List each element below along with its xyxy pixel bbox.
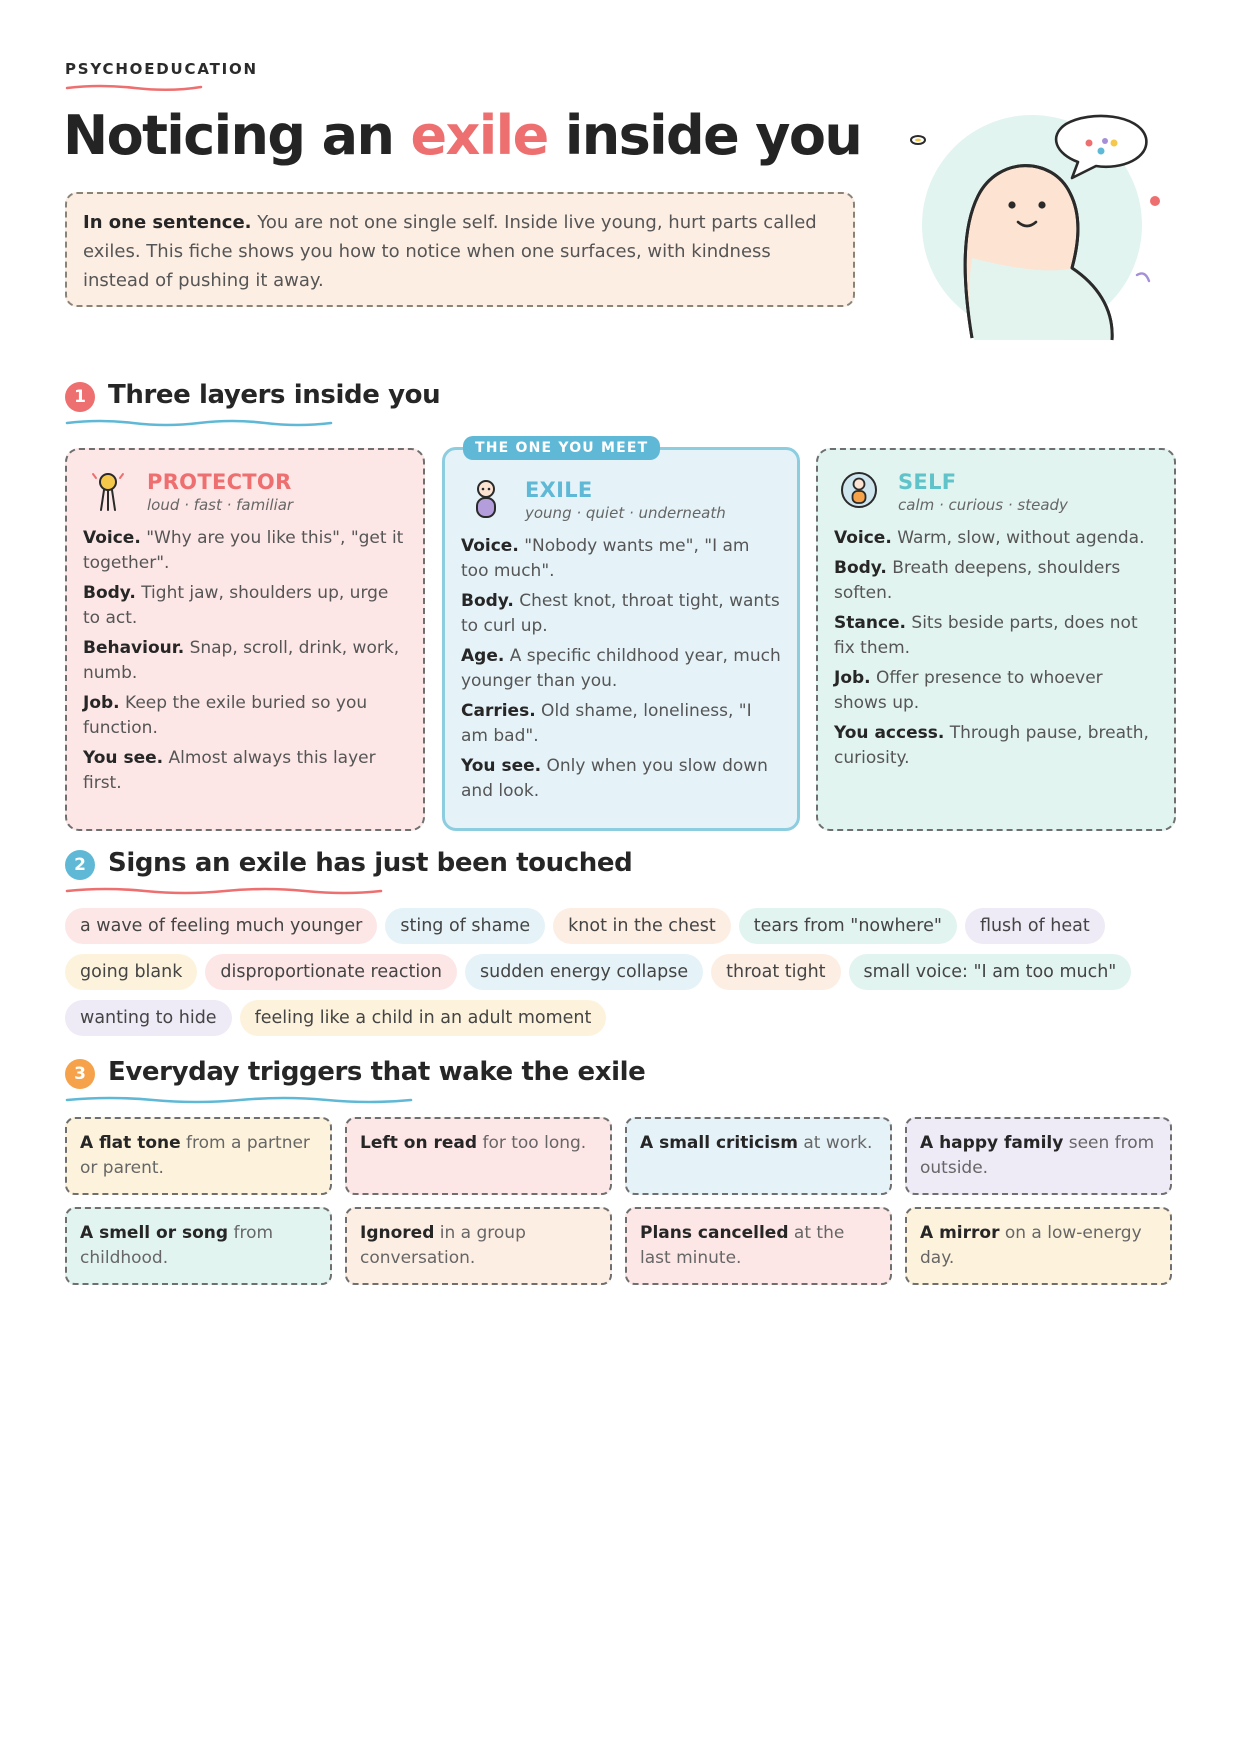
trigger-key-phrase: A flat tone [80,1133,181,1153]
trigger-key-phrase: Ignored [360,1223,435,1243]
sign-chip: going blank [65,954,197,990]
trigger-detail: on a low-energy day. [920,1223,1142,1268]
section-title: Signs an exile has just been touched [108,848,633,878]
hero-illustration [900,108,1180,348]
layer-row: Voice. "Nobody wants me", "I am too much". [461,536,750,581]
section-underline [65,418,335,428]
trigger-key-phrase: Left on read [360,1133,478,1153]
trigger-detail: at the last minute. [640,1223,845,1268]
summary-text: You are not one single self. Inside live young, hurt parts called exiles. This fiche shows you how to notice when one surfaces, with kindness instead of pushing it away. [83,212,817,291]
small-child-icon [467,476,505,520]
trigger-key-phrase: A mirror [920,1223,1000,1243]
layer-row: Age. A specific childhood year, much younger than you. [461,646,781,691]
layer-row: Stance. Sits beside parts, does not fix them. [834,613,1138,658]
antenna-figure-icon [89,468,127,512]
eyebrow-underline [65,82,205,92]
section-number: 3 [65,1059,95,1089]
layer-row: You see. Almost always this layer first. [83,748,376,793]
sign-chip: feeling like a child in an adult moment [240,1000,607,1036]
layer-row: Job. Offer presence to whoever shows up. [834,668,1103,713]
layer-name: EXILE [525,478,593,502]
sign-chip: sting of shame [385,908,545,944]
focus-badge: THE ONE YOU MEET [463,436,660,460]
trigger-detail: at work. [797,1133,873,1153]
signs-chip-list [65,908,1185,1046]
card-header [83,468,407,520]
sign-chip: throat tight [711,954,840,990]
layer-row: Body. Chest knot, throat tight, wants to curl up. [461,591,780,636]
trigger-detail: seen from outside. [920,1133,1155,1178]
layer-row: Carries. Old shame, loneliness, "I am bad". [461,701,752,746]
title-accent: exile [410,104,548,167]
sign-chip: disproportionate reaction [205,954,457,990]
trigger-key-phrase: A small criticism [640,1133,798,1153]
section-number: 1 [65,382,95,412]
layer-row: Voice. "Why are you like this", "get it together". [83,528,404,573]
layer-card-exile [442,440,800,831]
layer-row: Behaviour. Snap, scroll, drink, work, numb. [83,638,400,683]
trigger-detail: from a partner or parent. [80,1133,310,1178]
eyebrow-label: PSYCHOEDUCATION [65,60,258,78]
layer-row: You access. Through pause, breath, curiosity. [834,723,1149,768]
sign-chip: small voice: "I am too much" [849,954,1132,990]
trigger-detail: in a group conversation. [360,1223,526,1268]
section-title: Three layers inside you [108,380,441,410]
trigger-key-phrase: A happy family [920,1133,1064,1153]
sign-chip: wanting to hide [65,1000,232,1036]
section-underline [65,1095,415,1105]
trigger-card [345,1207,612,1285]
sign-chip: tears from "nowhere" [739,908,957,944]
sign-chip: knot in the chest [553,908,731,944]
layer-name: PROTECTOR [147,470,292,494]
card-header [461,476,781,528]
title-end: inside you [547,104,862,167]
layer-card-self [816,448,1176,831]
trigger-key-phrase: Plans cancelled [640,1223,789,1243]
trigger-card [625,1117,892,1195]
summary-label: In one sentence. [83,212,252,233]
layer-subtitle: young · quiet · underneath [525,504,726,522]
layer-subtitle: calm · curious · steady [898,496,1068,514]
trigger-card [345,1117,612,1195]
trigger-detail: from childhood. [80,1223,274,1268]
layer-row: Body. Tight jaw, shoulders up, urge to act. [83,583,389,628]
trigger-key-phrase: A smell or song [80,1223,229,1243]
card-header [834,468,1158,520]
trigger-card [905,1207,1172,1285]
summary-box [65,192,855,307]
layer-row: You see. Only when you slow down and look. [461,756,768,801]
sign-chip: sudden energy collapse [465,954,703,990]
layer-subtitle: loud · fast · familiar [147,496,294,514]
trigger-card [65,1117,332,1195]
section-number: 2 [65,850,95,880]
calm-figure-icon [840,468,878,512]
trigger-card [65,1207,332,1285]
layer-row: Job. Keep the exile buried so you function. [83,693,368,738]
sign-chip: a wave of feeling much younger [65,908,377,944]
layer-name: SELF [898,470,957,494]
trigger-card [905,1117,1172,1195]
section-underline [65,886,385,896]
trigger-card [625,1207,892,1285]
title-start: Noticing an [63,104,411,167]
layer-card-protector [65,448,425,831]
section-title: Everyday triggers that wake the exile [108,1057,646,1087]
layer-row: Body. Breath deepens, shoulders soften. [834,558,1121,603]
trigger-detail: for too long. [477,1133,587,1153]
sign-chip: flush of heat [965,908,1105,944]
layer-row: Voice. Warm, slow, without agenda. [834,528,1145,548]
page-title [63,104,861,167]
